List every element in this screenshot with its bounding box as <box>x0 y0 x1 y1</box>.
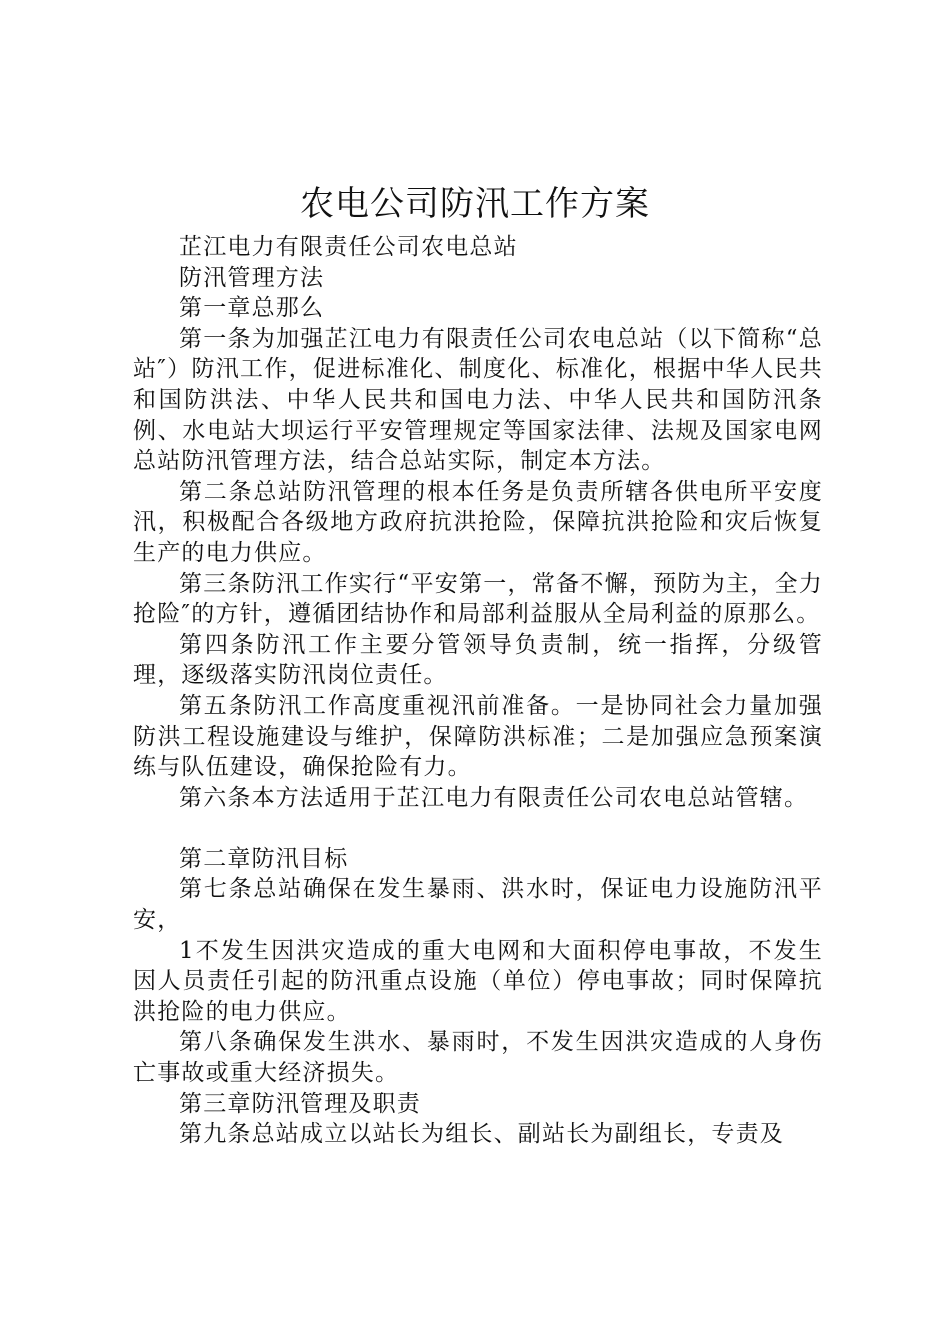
blank-line <box>133 813 823 844</box>
article-3: 第三条防汛工作实行“平安第一，常备不懈，预防为主，全力抢险″的方针，遵循团结协作和局部利益服从全局利益的原那么。 <box>133 570 823 628</box>
article-1: 第一条为加强芷江电力有限责任公司农电总站（以下简称“总站″）防汛工作，促进标准化、制度化、标准化，根据中华人民共和国防洪法、中华人民共和国电力法、中华人民共和国防汛条例、水电站大坝运行平安管理规定等国家法律、法规及国家电网总站防汛管理方法，结合总站实际，制定本方法。 <box>133 325 823 475</box>
article-4: 第四条防汛工作主要分管领导负责制，统一指挥，分级管理，逐级落实防汛岗位责任。 <box>133 631 823 689</box>
article-7: 第七条总站确保在发生暴雨、洪水时，保证电力设施防汛平安， <box>133 876 823 934</box>
article-2: 第二条总站防汛管理的根本任务是负责所辖各供电所平安度汛，积极配合各级地方政府抗洪抢险，保障抗洪抢险和灾后恢复生产的电力供应。 <box>133 478 823 566</box>
chapter-3-heading: 第三章防汛管理及职责 <box>179 1090 421 1117</box>
article-7-item-1: 1不发生因洪灾造成的重大电网和大面积停电事故，不发生因人员责任引起的防汛重点设施（单位）停电事故；同时保障抗洪抢险的电力供应。 <box>133 937 823 1025</box>
chapter-1-heading: 第一章总那么 <box>179 295 325 322</box>
paragraph-doc-name: 防汛管理方法 <box>179 264 325 291</box>
article-8: 第八条确保发生洪水、暴雨时，不发生因洪灾造成的人身伤亡事故或重大经济损失。 <box>133 1029 823 1087</box>
article-9: 第九条总站成立以站长为组长、副站长为副组长，专责及 <box>179 1121 784 1148</box>
article-5: 第五条防汛工作高度重视汛前准备。一是协同社会力量加强防洪工程设施建设与维护，保障防洪标准；二是加强应急预案演练与队伍建设，确保抢险有力。 <box>133 692 823 781</box>
document-title: 农电公司防汛工作方案 <box>300 184 650 224</box>
article-6: 第六条本方法适用于芷江电力有限责任公司农电总站管辖。 <box>179 784 809 811</box>
document-body <box>133 232 823 1150</box>
paragraph-company: 芷江电力有限责任公司农电总站 <box>179 234 518 260</box>
chapter-2-heading: 第二章防汛目标 <box>179 845 349 872</box>
